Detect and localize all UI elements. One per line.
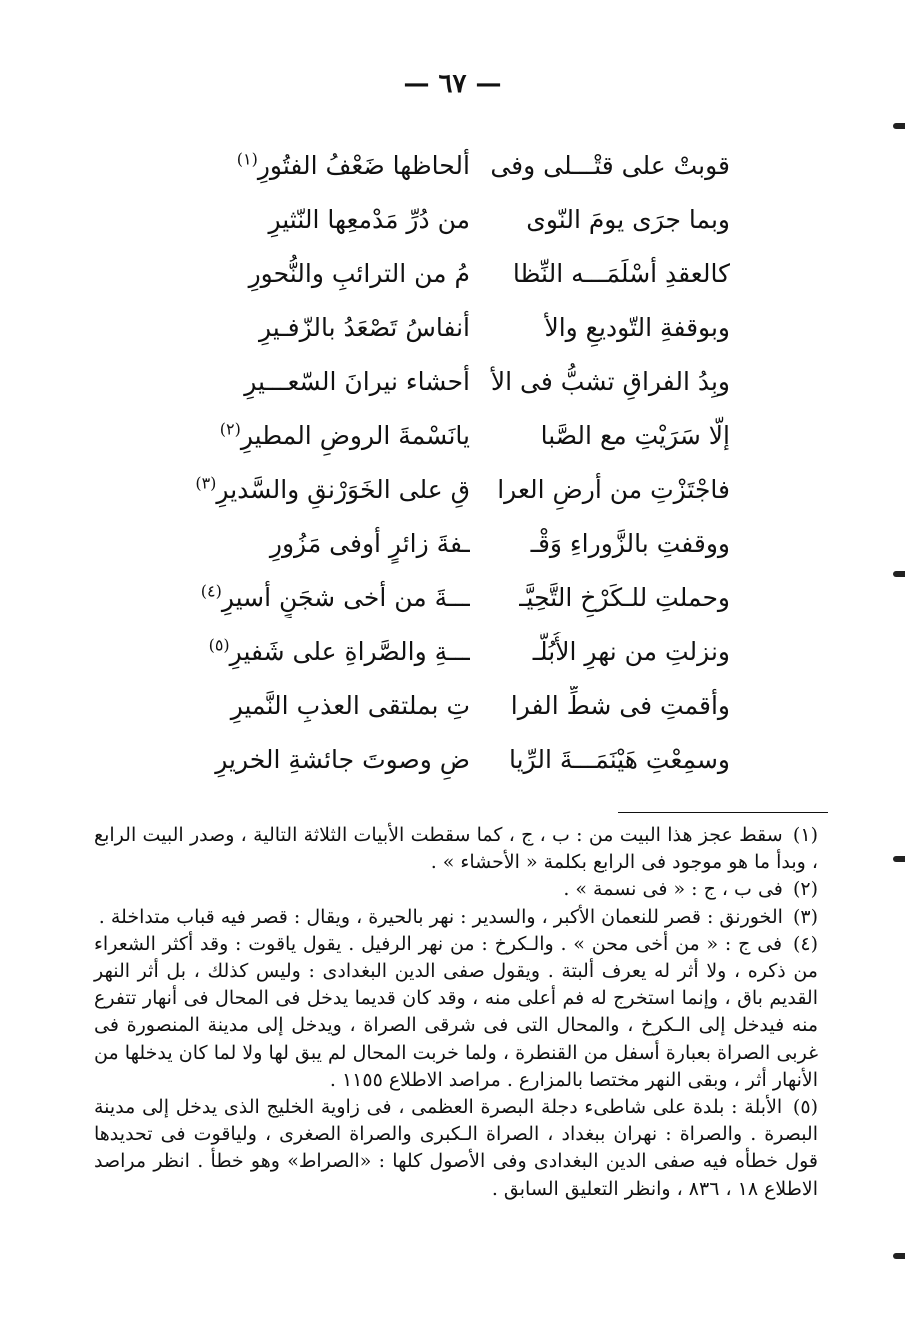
verse-first-hemistich: وحملتِ للـكَرْخِ التَّحِيَّـ <box>519 583 730 612</box>
poem <box>190 140 730 788</box>
verse-text: ـــةَ من أخى شجَنٍ أسيرِ <box>221 583 470 612</box>
footnote-text: الخورنق : قصر للنعمان الأكبر ، والسدير : نهر بالحيرة ، ويقال : قصر فيه قباب متداخلة . <box>98 905 783 928</box>
verse-second-hemistich: من دُرِّ مَدْمعِها النّثيرِ <box>268 205 470 234</box>
verse-first-hemistich: ووقفتِ بالزَّوراءِ وَقْـ <box>530 529 730 558</box>
footnote-text: سقط عجز هذا البيت من : ب ، ج ، كما سقطت الأبيات الثلاثة التالية ، وصدر البيت الرابع ، وبدأ ما هو موجود فى الرابع بكلمة « الأحشاء » . <box>94 824 818 874</box>
verse-second-hemistich: ـفةَ زائرٍ أوفى مَزُورِ <box>269 529 470 558</box>
footnote <box>94 1094 818 1203</box>
verse-first-hemistich: وأقمتِ فى شطِّ الفرا <box>510 691 730 720</box>
verse <box>190 734 730 788</box>
verse-second-hemistich: ضِ وصوتَ جائشةِ الخريرِ <box>215 745 470 774</box>
scan-edge-mark <box>893 1253 905 1259</box>
footnote-reference: (٤) <box>200 581 222 601</box>
verse <box>190 410 730 464</box>
verse-second-hemistich: مُ من الترائبِ والنُّحورِ <box>248 259 470 288</box>
verse <box>190 626 730 680</box>
footnotes <box>94 822 818 1203</box>
footnote-reference: (١) <box>236 149 258 169</box>
footnote-text: فى ب ، ج : « فى نسمة » . <box>563 878 783 901</box>
footnote-text: فى ج : « من أخى محن » . والـكرخ : من نهر الرفيل . يقول ياقوت : وقد أكثر الشعراء من ذكره ، ولا أثر له يعرف ألبتة . ويقول صفى الدين البغدادى : وليس كذلك ، بل أثر النهر القديم باق ، وإنما استخرج له فم أعلى منه ، وقد كان قديما يدخل فى المحال فى أنهار تتفرع منه فيدخل إلى الـكرخ ، والمحال التى فى شرقى الصراة ، ويدخل إلى مدينة المنصورة فى غربى الصراة بعبارة أسفل من القنطرة ، ولما خربت المحال لم يبق لها ولا لما كان يدخلها من الأنهار أثر ، وبقى النهر مختصا بالمزارع . مراصد الاطلاع ١١٥٥ . <box>94 932 818 1091</box>
verse-first-hemistich: فاجْتَزْتِ من أرضِ العرا <box>497 475 730 504</box>
verse-first-hemistich: وبما جرَى يومَ النّوى <box>526 205 730 234</box>
footnote <box>94 904 818 931</box>
footnote-number: (٤) <box>792 932 818 955</box>
verse-second-hemistich <box>190 578 470 618</box>
verse <box>190 518 730 572</box>
footnote-text: الأبلة : بلدة على شاطىء دجلة البصرة العظمى ، فى زاوية الخليج الذى يدخل إلى مدينة البصرة . والصراة : نهران ببغداد ، الصراة الـكبرى والصراة الصغرى ، ولياقوت فى تحديدها قول خطأه فيه صفى الدين البغدادى وفى الأصول كلها : «الصراط» وهو خطأ . انظر مراصد الاطلاع ١٨ ، ٨٣٦ ، وانظر التعليق السابق . <box>94 1096 818 1200</box>
scan-edge-mark <box>893 571 905 577</box>
verse-text: ألحاظها ضَعْفُ الفتُورِ <box>257 151 470 180</box>
verse-text: قِ على الخَوَرْنقِ والسَّديرِ <box>216 475 470 504</box>
verse-second-hemistich: أحشاء نيرانَ السّعـــيرِ <box>244 367 470 396</box>
footnote <box>94 931 818 1094</box>
footnote-number: (١) <box>792 824 818 846</box>
footnote <box>94 822 818 876</box>
footnote-reference: (٥) <box>208 635 230 655</box>
verse <box>190 302 730 356</box>
verse <box>190 464 730 518</box>
verse-first-hemistich: كالعقدِ أسْلَمَـــه النِّظا <box>512 259 730 288</box>
footnote-number: (٥) <box>792 1096 818 1119</box>
scan-edge-mark <box>893 856 905 862</box>
verse-first-hemistich: وسمِعْتِ هَيْنَمَـــةَ الرِّيا <box>508 745 730 774</box>
verse <box>190 248 730 302</box>
verse-text: يانَسْمةَ الروضِ المطيرِ <box>240 421 470 450</box>
verse <box>190 140 730 194</box>
verse-second-hemistich <box>190 470 470 510</box>
footnote <box>94 876 818 903</box>
verse-second-hemistich <box>190 146 470 186</box>
verse-second-hemistich <box>190 416 470 456</box>
verse-first-hemistich: قوبتْ على قتْـــلى وفى <box>490 151 730 180</box>
verse <box>190 194 730 248</box>
scan-edge-mark <box>893 123 905 129</box>
page-number: — ٦٧ — <box>403 69 502 99</box>
footnote-reference: (٢) <box>219 419 241 439</box>
footnote-separator <box>618 812 828 813</box>
verse-first-hemistich: وبوقفةِ التّوديعِ والأ <box>544 313 730 342</box>
verse-text: ـــةِ والصَّراةِ على شَفيرِ <box>229 637 470 666</box>
footnote-number: (٣) <box>792 905 818 928</box>
verse <box>190 572 730 626</box>
verse <box>190 680 730 734</box>
verse-first-hemistich: ونزلتِ من نهرِ الأُبُلَّـ <box>532 637 730 666</box>
verse-second-hemistich: أنفاسُ تَصْعَدُ بالزّفـيرِ <box>259 313 470 342</box>
verse-first-hemistich: إلّا سَرَيْتِ مع الصَّبا <box>540 421 730 450</box>
verse-second-hemistich: تِ بملتقى العذبِ النَّميرِ <box>230 691 470 720</box>
footnote-reference: (٣) <box>195 473 217 493</box>
verse-first-hemistich: وبِدُ الفراقِ تشبُّ فى الأ <box>490 367 730 396</box>
verse-second-hemistich <box>190 632 470 672</box>
verse <box>190 356 730 410</box>
footnote-number: (٢) <box>792 878 818 901</box>
